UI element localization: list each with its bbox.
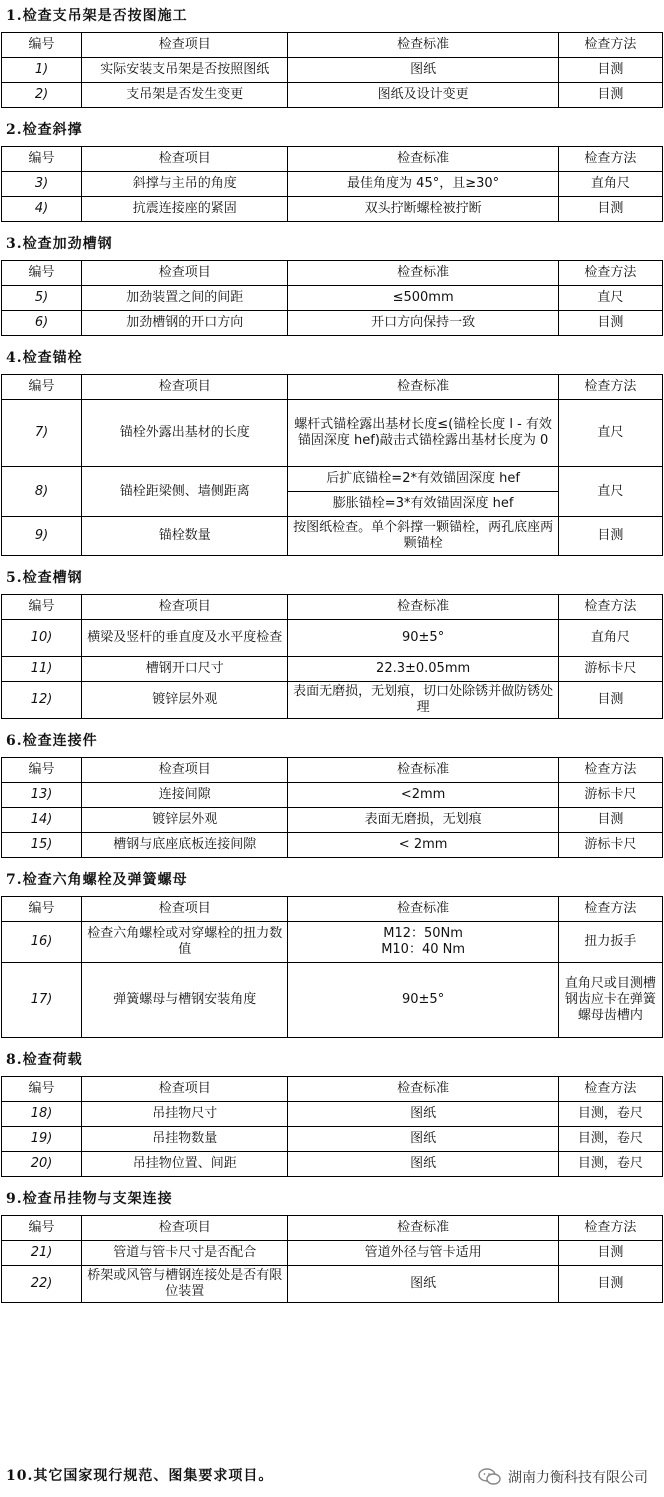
row-number: 9) — [2, 517, 82, 556]
row-method: 目测，卷尺 — [558, 1127, 662, 1152]
row-method: 游标卡尺 — [558, 833, 662, 858]
header-item: 检查项目 — [82, 1216, 288, 1241]
row-number: 19) — [2, 1127, 82, 1152]
row-standard: 90±5° — [288, 963, 558, 1038]
header-num: 编号 — [2, 147, 82, 172]
section-title: 9.检查吊挂物与支架连接 — [6, 1191, 173, 1207]
header-num: 编号 — [2, 595, 82, 620]
table-row — [2, 311, 663, 336]
row-number: 13) — [2, 783, 82, 808]
table-row — [2, 400, 663, 467]
row-method: 目测 — [558, 197, 662, 222]
row-method: 目测 — [558, 808, 662, 833]
row-method: 目测 — [558, 517, 662, 556]
row-number: 21) — [2, 1241, 82, 1266]
row-number: 5) — [2, 286, 82, 311]
row-number: 17) — [2, 963, 82, 1038]
table-header-row — [2, 147, 663, 172]
row-number: 15) — [2, 833, 82, 858]
row-method: 直尺 — [558, 467, 662, 517]
row-standard: 螺杆式锚栓露出基材长度≤(锚栓长度 l - 有效锚固深度 hef)敲击式锚栓露出基材长度为 0 — [288, 400, 558, 467]
header-method: 检查方法 — [558, 33, 662, 58]
row-number: 4) — [2, 197, 82, 222]
table-row — [2, 517, 663, 556]
row-number: 10) — [2, 620, 82, 657]
row-standard: 22.3±0.05mm — [288, 657, 558, 682]
inspection-table — [1, 757, 663, 858]
header-num: 编号 — [2, 897, 82, 922]
row-standard: 图纸及设计变更 — [288, 83, 558, 108]
row-number: 3) — [2, 172, 82, 197]
row-number: 6) — [2, 311, 82, 336]
header-method: 检查方法 — [558, 897, 662, 922]
row-item: 管道与管卡尺寸是否配合 — [82, 1241, 288, 1266]
watermark-text: 湖南力衡科技有限公司 — [508, 1470, 648, 1486]
row-standard-line: M12：50Nm — [383, 926, 463, 941]
row-method: 直尺 — [558, 286, 662, 311]
table-row — [2, 1127, 663, 1152]
row-item: 镀锌层外观 — [82, 808, 288, 833]
watermark — [478, 1467, 648, 1487]
table-header-row — [2, 261, 663, 286]
header-item: 检查项目 — [82, 375, 288, 400]
row-method: 目测 — [558, 1266, 662, 1303]
table-row — [2, 808, 663, 833]
row-item: 吊挂物尺寸 — [82, 1102, 288, 1127]
row-method: 直角尺 — [558, 172, 662, 197]
row-standard: 开口方向保持一致 — [288, 311, 558, 336]
header-num: 编号 — [2, 375, 82, 400]
table-row — [2, 963, 663, 1038]
row-method: 目测 — [558, 682, 662, 719]
row-standard: 表面无磨损，无划痕 — [288, 808, 558, 833]
header-method: 检查方法 — [558, 147, 662, 172]
row-method: 目测，卷尺 — [558, 1102, 662, 1127]
header-standard: 检查标准 — [288, 758, 558, 783]
row-number: 16) — [2, 922, 82, 963]
inspection-table — [1, 1076, 663, 1177]
inspection-table — [1, 260, 663, 336]
row-item: 锚栓数量 — [82, 517, 288, 556]
row-standard: 图纸 — [288, 1152, 558, 1177]
header-standard: 检查标准 — [288, 33, 558, 58]
table-row — [2, 657, 663, 682]
row-item: 弹簧螺母与槽钢安装角度 — [82, 963, 288, 1038]
row-number: 14) — [2, 808, 82, 833]
row-method: 目测，卷尺 — [558, 1152, 662, 1177]
row-standard-line: M10：40 Nm — [381, 942, 466, 957]
row-item: 锚栓外露出基材的长度 — [82, 400, 288, 467]
section-title: 6.检查连接件 — [6, 733, 98, 749]
header-standard: 检查标准 — [288, 1077, 558, 1102]
row-standard: ≤500mm — [288, 286, 558, 311]
header-standard: 检查标准 — [288, 375, 558, 400]
header-item: 检查项目 — [82, 261, 288, 286]
row-item: 槽钢开口尺寸 — [82, 657, 288, 682]
section-title: 1.检查支吊架是否按图施工 — [6, 8, 188, 24]
header-standard: 检查标准 — [288, 261, 558, 286]
row-method: 扭力扳手 — [558, 922, 662, 963]
row-number: 8) — [2, 467, 82, 517]
table-header-row — [2, 758, 663, 783]
inspection-table — [1, 594, 663, 719]
row-standard-2: 膨胀锚栓=3*有效锚固深度 hef — [288, 492, 558, 517]
table-row — [2, 833, 663, 858]
row-standard: 最佳角度为 45°，且≥30° — [288, 172, 558, 197]
row-standard: 图纸 — [288, 58, 558, 83]
row-item: 加劲槽钢的开口方向 — [82, 311, 288, 336]
table-row — [2, 682, 663, 719]
row-number: 7) — [2, 400, 82, 467]
inspection-table — [1, 146, 663, 222]
table-header-row — [2, 1216, 663, 1241]
row-method: 目测 — [558, 58, 662, 83]
header-num: 编号 — [2, 758, 82, 783]
row-standard: <2mm — [288, 783, 558, 808]
row-item: 吊挂物数量 — [82, 1127, 288, 1152]
row-item: 抗震连接座的紧固 — [82, 197, 288, 222]
row-number: 20) — [2, 1152, 82, 1177]
header-item: 检查项目 — [82, 758, 288, 783]
table-row — [2, 1241, 663, 1266]
table-row — [2, 1152, 663, 1177]
row-method: 直角尺 — [558, 620, 662, 657]
row-item: 槽钢与底座底板连接间隙 — [82, 833, 288, 858]
row-number: 18) — [2, 1102, 82, 1127]
row-method: 直尺 — [558, 400, 662, 467]
header-standard: 检查标准 — [288, 147, 558, 172]
row-standard: < 2mm — [288, 833, 558, 858]
row-method: 游标卡尺 — [558, 657, 662, 682]
row-item: 实际安装支吊架是否按照图纸 — [82, 58, 288, 83]
inspection-table — [1, 374, 663, 556]
table-row — [2, 286, 663, 311]
section-title: 4.检查锚栓 — [6, 350, 83, 366]
row-item: 吊挂物位置、间距 — [82, 1152, 288, 1177]
row-number: 2) — [2, 83, 82, 108]
row-item: 连接间隙 — [82, 783, 288, 808]
header-standard: 检查标准 — [288, 595, 558, 620]
row-method: 目测 — [558, 311, 662, 336]
header-method: 检查方法 — [558, 1077, 662, 1102]
table-row — [2, 1102, 663, 1127]
table-header-row — [2, 375, 663, 400]
table-header-row — [2, 33, 663, 58]
table-row — [2, 467, 663, 492]
row-number: 12) — [2, 682, 82, 719]
row-item: 检查六角螺栓或对穿螺栓的扭力数值 — [82, 922, 288, 963]
table-row — [2, 783, 663, 808]
header-method: 检查方法 — [558, 261, 662, 286]
header-item: 检查项目 — [82, 595, 288, 620]
table-row — [2, 83, 663, 108]
header-num: 编号 — [2, 261, 82, 286]
header-method: 检查方法 — [558, 1216, 662, 1241]
row-standard: 图纸 — [288, 1127, 558, 1152]
table-row — [2, 922, 663, 963]
row-standard: 管道外径与管卡适用 — [288, 1241, 558, 1266]
row-standard: 后扩底锚栓=2*有效锚固深度 hef — [288, 467, 558, 492]
table-row — [2, 620, 663, 657]
row-item: 桥架或风管与槽钢连接处是否有限位装置 — [82, 1266, 288, 1303]
row-method: 目测 — [558, 83, 662, 108]
table-row — [2, 1266, 663, 1303]
header-standard: 检查标准 — [288, 1216, 558, 1241]
row-standard: 双头拧断螺栓被拧断 — [288, 197, 558, 222]
row-standard: 图纸 — [288, 1266, 558, 1303]
header-num: 编号 — [2, 33, 82, 58]
row-number: 11) — [2, 657, 82, 682]
row-item: 横梁及竖杆的垂直度及水平度检查 — [82, 620, 288, 657]
section-title: 2.检查斜撑 — [6, 122, 83, 138]
header-num: 编号 — [2, 1077, 82, 1102]
wechat-icon — [478, 1468, 502, 1486]
header-method: 检查方法 — [558, 595, 662, 620]
table-header-row — [2, 897, 663, 922]
row-method: 直角尺或目测槽钢齿应卡在弹簧螺母齿槽内 — [558, 963, 662, 1038]
header-num: 编号 — [2, 1216, 82, 1241]
header-item: 检查项目 — [82, 897, 288, 922]
row-number: 22) — [2, 1266, 82, 1303]
header-method: 检查方法 — [558, 375, 662, 400]
section-title: 5.检查槽钢 — [6, 570, 83, 586]
row-item: 支吊架是否发生变更 — [82, 83, 288, 108]
row-item: 加劲装置之间的间距 — [82, 286, 288, 311]
header-item: 检查项目 — [82, 33, 288, 58]
row-standard: 表面无磨损，无划痕，切口处除锈并做防锈处理 — [288, 682, 558, 719]
row-number: 1) — [2, 58, 82, 83]
section-title: 7.检查六角螺栓及弹簧螺母 — [6, 872, 188, 888]
header-method: 检查方法 — [558, 758, 662, 783]
inspection-table — [1, 1215, 663, 1303]
table-row — [2, 172, 663, 197]
row-standard: 90±5° — [288, 620, 558, 657]
row-item: 锚栓距梁侧、墙侧距离 — [82, 467, 288, 517]
row-standard: 图纸 — [288, 1102, 558, 1127]
section-title: 8.检查荷载 — [6, 1052, 83, 1068]
inspection-table — [1, 896, 663, 1038]
row-method: 游标卡尺 — [558, 783, 662, 808]
row-method: 目测 — [558, 1241, 662, 1266]
table-header-row — [2, 595, 663, 620]
table-header-row — [2, 1077, 663, 1102]
inspection-table — [1, 32, 663, 108]
table-row — [2, 197, 663, 222]
header-item: 检查项目 — [82, 147, 288, 172]
section-title: 3.检查加劲槽钢 — [6, 236, 113, 252]
table-row — [2, 58, 663, 83]
footer-row — [0, 1455, 664, 1495]
row-standard: 按图纸检查。单个斜撑一颗锚栓，两孔底座两颗锚栓 — [288, 517, 558, 556]
footer-note: 10.其它国家现行规范、图集要求项目。 — [6, 1468, 274, 1484]
header-standard: 检查标准 — [288, 897, 558, 922]
header-item: 检查项目 — [82, 1077, 288, 1102]
row-standard — [288, 922, 558, 963]
row-item: 镀锌层外观 — [82, 682, 288, 719]
row-item: 斜撑与主吊的角度 — [82, 172, 288, 197]
